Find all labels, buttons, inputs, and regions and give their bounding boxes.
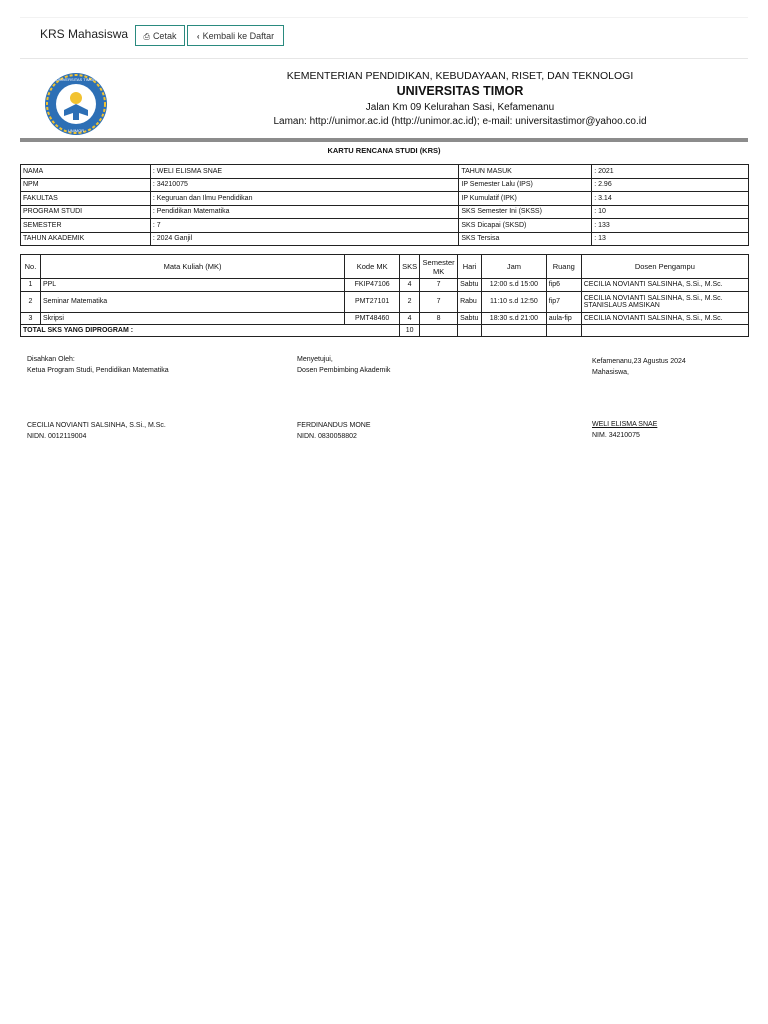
info-value-right: : 3.14 (592, 192, 749, 206)
back-to-list-button[interactable] (187, 25, 284, 46)
course-dosen (581, 312, 748, 325)
info-label-right: TAHUN MASUK (459, 165, 592, 179)
sig-right-name: WELI ELISMA SNAE (592, 421, 658, 428)
course-no: 2 (21, 291, 41, 312)
university-logo (44, 72, 108, 136)
col-semester: Semester MK (420, 255, 458, 279)
signature-kaprodi (27, 354, 169, 376)
print-button[interactable] (135, 25, 185, 46)
course-jam: 12:00 s.d 15:00 (482, 279, 547, 292)
total-label: TOTAL SKS YANG DIPROGRAM : (21, 325, 400, 337)
info-label: SEMESTER (21, 219, 151, 233)
info-row (21, 205, 749, 219)
course-row (21, 279, 749, 292)
signature-advisor-name (297, 420, 371, 442)
course-dosen-1: CECILIA NOVIANTI SALSINHA, S.Si., M.Sc. (583, 314, 723, 322)
course-mk: PPL (40, 279, 344, 292)
course-ruang: fip6 (546, 279, 581, 292)
sig-middle-line1: Menyetujui, (297, 356, 333, 363)
logo-text-bottom: UNIMOR (67, 128, 85, 133)
sig-middle-id: NIDN. 0830058802 (297, 433, 357, 440)
course-mk: Skripsi (40, 312, 344, 325)
col-sks: SKS (400, 255, 420, 279)
course-dosen (581, 291, 748, 312)
letterhead (20, 60, 748, 142)
course-kode: PMT27101 (345, 291, 400, 312)
total-row (21, 325, 749, 337)
info-row (21, 178, 749, 192)
info-label: PROGRAM STUDI (21, 205, 151, 219)
course-mk: Seminar Matematika (40, 291, 344, 312)
info-value: : 34210075 (150, 178, 459, 192)
signature-student (592, 356, 686, 378)
info-value: : Pendidikan Matematika (150, 205, 459, 219)
top-bar (20, 17, 748, 59)
course-kode: FKIP47106 (345, 279, 400, 292)
info-label-right: SKS Semester Ini (SKSS) (459, 205, 592, 219)
info-label-right: IP Semester Lalu (IPS) (459, 178, 592, 192)
printer-icon: ⎙ (143, 32, 150, 41)
info-value: : WELI ELISMA SNAE (150, 165, 459, 179)
col-kode-mk: Kode MK (345, 255, 400, 279)
university-address: Jalan Km 09 Kelurahan Sasi, Kefamenanu (365, 102, 555, 113)
course-sks: 4 (400, 279, 420, 292)
info-label: FAKULTAS (21, 192, 151, 206)
info-label: NAMA (21, 165, 151, 179)
info-value-right: : 133 (592, 219, 749, 233)
course-semester: 7 (420, 279, 458, 292)
col-jam: Jam (482, 255, 547, 279)
course-kode: PMT48460 (345, 312, 400, 325)
info-value-right: : 10 (592, 205, 749, 219)
col-mata-kuliah: Mata Kuliah (MK) (40, 255, 344, 279)
total-empty-cell (546, 325, 581, 337)
course-header-row (21, 255, 749, 279)
course-dosen-1: CECILIA NOVIANTI SALSINHA, S.Si., M.Sc. (583, 294, 723, 302)
course-sks: 4 (400, 312, 420, 325)
document-title: KARTU RENCANA STUDI (KRS) (327, 146, 441, 155)
info-value-right: : 2021 (592, 165, 749, 179)
col-hari: Hari (458, 255, 482, 279)
course-hari: Rabu (458, 291, 482, 312)
course-no: 1 (21, 279, 41, 292)
info-value: : 2024 Ganjil (150, 232, 459, 246)
course-semester: 7 (420, 291, 458, 312)
info-value-right: : 2.96 (592, 178, 749, 192)
sig-left-line2: Ketua Program Studi, Pendidikan Matematika (27, 367, 169, 374)
signature-kaprodi-name (27, 420, 166, 442)
sig-right-line1: Kefamenanu,23 Agustus 2024 (592, 358, 686, 365)
course-sks: 2 (400, 291, 420, 312)
sig-right-id: NIM. 34210075 (592, 432, 640, 439)
course-ruang: fip7 (546, 291, 581, 312)
col-dosen: Dosen Pengampu (581, 255, 748, 279)
print-label: Cetak (152, 31, 177, 41)
info-value: : 7 (150, 219, 459, 233)
info-label: NPM (21, 178, 151, 192)
col-no: No. (21, 255, 41, 279)
sig-left-name: CECILIA NOVIANTI SALSINHA, S.Si., M.Sc. (27, 422, 166, 429)
info-row (21, 232, 749, 246)
total-empty-cell (482, 325, 547, 337)
total-empty-cell (420, 325, 458, 337)
course-dosen (581, 279, 748, 292)
info-row (21, 165, 749, 179)
info-row (21, 192, 749, 206)
sig-left-id: NIDN. 0012119004 (27, 433, 87, 440)
course-hari: Sabtu (458, 312, 482, 325)
back-label: Kembali ke Daftar (202, 31, 275, 41)
total-empty-cell (581, 325, 748, 337)
course-dosen-2: STANISLAUS AMSIKAN (583, 301, 660, 309)
course-row (21, 312, 749, 325)
info-label-right: IP Kumulatif (IPK) (459, 192, 592, 206)
university-name: UNIVERSITAS TIMOR (396, 84, 524, 98)
sig-right-line2: Mahasiswa, (592, 369, 629, 376)
info-label-right: SKS Tersisa (459, 232, 592, 246)
info-label-right: SKS Dicapai (SKSD) (459, 219, 592, 233)
course-ruang: aula-fip (546, 312, 581, 325)
total-sks: 10 (400, 325, 420, 337)
info-value: : Keguruan dan Ilmu Pendidikan (150, 192, 459, 206)
course-no: 3 (21, 312, 41, 325)
course-row (21, 291, 749, 312)
course-dosen-1: CECILIA NOVIANTI SALSINHA, S.Si., M.Sc. (583, 281, 723, 289)
chevron-left-icon: ‹ (196, 32, 200, 41)
course-jam: 18:30 s.d 21:00 (482, 312, 547, 325)
logo-text: UNIVERSITAS TIMOR (55, 77, 97, 82)
university-contact: Laman: http://unimor.ac.id (http://unimor.ac.id); e-mail: universitastimor@yahoo.co.id (273, 116, 647, 127)
course-semester: 8 (420, 312, 458, 325)
sig-middle-line2: Dosen Pembimbing Akademik (297, 367, 391, 374)
signature-advisor (297, 354, 390, 376)
info-label: TAHUN AKADEMIK (21, 232, 151, 246)
course-jam: 11:10 s.d 12:50 (482, 291, 547, 312)
info-row (21, 219, 749, 233)
page-title: KRS Mahasiswa (40, 27, 129, 41)
signature-student-name (592, 419, 657, 441)
student-info-table (20, 164, 749, 246)
course-table (20, 254, 749, 337)
course-hari: Sabtu (458, 279, 482, 292)
sig-left-line1: Disahkan Oleh: (27, 356, 75, 363)
col-ruang: Ruang (546, 255, 581, 279)
ministry-name: KEMENTERIAN PENDIDIKAN, KEBUDAYAAN, RISET, DAN TEKNOLOGI (286, 70, 634, 82)
info-value-right: : 13 (592, 232, 749, 246)
total-empty-cell (458, 325, 482, 337)
sig-middle-name: FERDINANDUS MONE (297, 422, 371, 429)
